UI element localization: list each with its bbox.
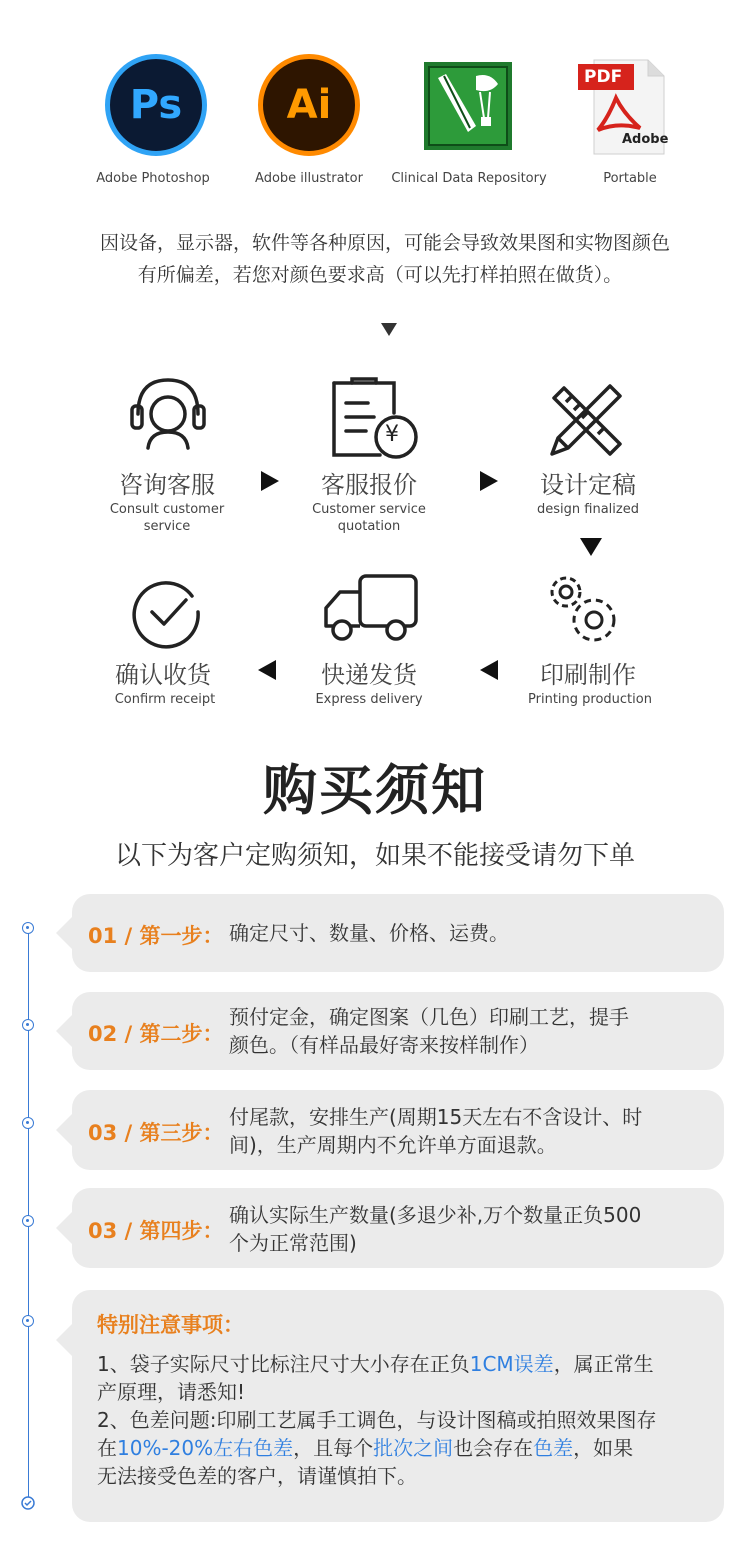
special-text: 无法接受色差的客户，请谨慎拍下。 <box>97 1464 417 1488</box>
check-small-icon <box>21 1495 35 1514</box>
step-confirm-zh: 确认收货 <box>115 661 211 689</box>
special-text: 产原理，请悉知! <box>97 1380 246 1404</box>
special-text: 也会存在 <box>453 1436 534 1460</box>
step-text: 间)，生产周期内不允许单方面退款。 <box>229 1133 557 1157</box>
special-para-1 <box>97 1350 712 1490</box>
step-text: 确定尺寸、数量、价格、运费。 <box>229 921 509 945</box>
step-card-2 <box>72 992 724 1070</box>
special-text: 2、色差问题:印刷工艺属手工调色，与设计图稿或拍照效果图存 <box>97 1408 657 1432</box>
check-circle-icon <box>130 574 206 654</box>
special-text: ，属正常生 <box>553 1352 654 1376</box>
gears-icon <box>540 568 624 652</box>
pdf-icon-brand: Adobe <box>622 132 669 147</box>
special-notice-card <box>72 1290 724 1522</box>
special-highlight: 批次之间 <box>373 1436 454 1460</box>
software-label-pdf: Portable <box>603 171 657 186</box>
step-text: 确认实际生产数量(多退少补,万个数量正负500 <box>229 1203 642 1227</box>
step-card-1 <box>72 894 724 972</box>
down-arrow-icon <box>580 538 602 556</box>
step-card-4 <box>72 1188 724 1268</box>
step-label: 02 / 第二步： <box>88 1022 224 1046</box>
timeline-dot <box>22 922 34 934</box>
special-text: ，且每个 <box>293 1436 374 1460</box>
pdf-icon <box>578 58 669 156</box>
step-consult-en1: Consult customer <box>109 502 225 517</box>
step-ship-zh: 快递发货 <box>321 661 417 689</box>
software-label-coreldraw: Clinical Data Repository <box>391 171 547 186</box>
step-ship-en1: Express delivery <box>315 692 423 707</box>
step-quote-en2: quotation <box>337 519 401 534</box>
software-label-photoshop: Adobe Photoshop <box>96 171 210 186</box>
timeline-dot <box>22 1215 34 1227</box>
quotation-icon <box>330 377 420 465</box>
step-quote-en1: Customer service <box>312 502 426 517</box>
special-title: 特别注意事项： <box>97 1313 244 1337</box>
step-text: 个为正常范围) <box>229 1231 357 1255</box>
special-highlight: 1CM误差 <box>469 1352 554 1376</box>
step-label: 03 / 第三步： <box>88 1121 224 1145</box>
color-note-line1: 因设备，显示器，软件等各种原因，可能会导致效果图和实物图颜色 <box>99 232 670 254</box>
yen-symbol: ¥ <box>385 422 399 447</box>
step-print-zh: 印刷制作 <box>540 661 636 689</box>
timeline-dot <box>22 1117 34 1129</box>
notice-subtitle: 以下为客户定购须知，如果不能接受请勿下单 <box>114 841 635 871</box>
step-confirm-en1: Confirm receipt <box>114 692 216 707</box>
special-highlight: 10%-20%左右色差 <box>117 1436 294 1460</box>
timeline-dot <box>22 1315 34 1327</box>
color-note-line2: 有所偏差，若您对颜色要求高（可以先打样拍照在做货）。 <box>137 264 623 286</box>
special-highlight: 色差 <box>533 1436 574 1460</box>
coreldraw-icon <box>424 62 512 150</box>
timeline-dot <box>22 1019 34 1031</box>
step-consult-en2: service <box>143 519 191 534</box>
headset-icon <box>128 374 208 454</box>
step-print-en1: Printing production <box>528 692 652 707</box>
design-tools-icon <box>546 380 626 464</box>
pdf-icon-text: PDF <box>584 67 623 87</box>
step-quote-zh: 客服报价 <box>321 471 417 499</box>
step-text: 颜色。（有样品最好寄来按样制作） <box>229 1033 539 1057</box>
step-card-3 <box>72 1090 724 1170</box>
illustrator-icon-text: Ai <box>286 82 332 128</box>
down-arrow-icon <box>381 323 397 336</box>
special-text: 在 <box>97 1436 117 1460</box>
illustrator-icon <box>258 54 360 156</box>
step-text: 预付定金，确定图案（几色）印刷工艺，提手 <box>229 1005 629 1029</box>
notice-title: 购买须知 <box>263 759 487 822</box>
step-design-en1: design finalized <box>537 502 639 517</box>
step-consult-zh: 咨询客服 <box>119 471 215 499</box>
left-arrow-icon <box>480 660 498 680</box>
step-design-zh: 设计定稿 <box>540 471 636 499</box>
photoshop-icon-text: Ps <box>129 82 183 128</box>
truck-icon <box>322 572 420 648</box>
photoshop-icon <box>105 54 207 156</box>
step-label: 03 / 第四步： <box>88 1219 224 1243</box>
software-label-illustrator: Adobe illustrator <box>255 171 363 186</box>
special-text: 1、袋子实际尺寸比标注尺寸大小存在正负 <box>97 1352 470 1376</box>
step-label: 01 / 第一步： <box>88 924 224 948</box>
step-text: 付尾款，安排生产(周期15天左右不含设计、时 <box>229 1105 643 1129</box>
special-text: ，如果 <box>573 1436 634 1460</box>
